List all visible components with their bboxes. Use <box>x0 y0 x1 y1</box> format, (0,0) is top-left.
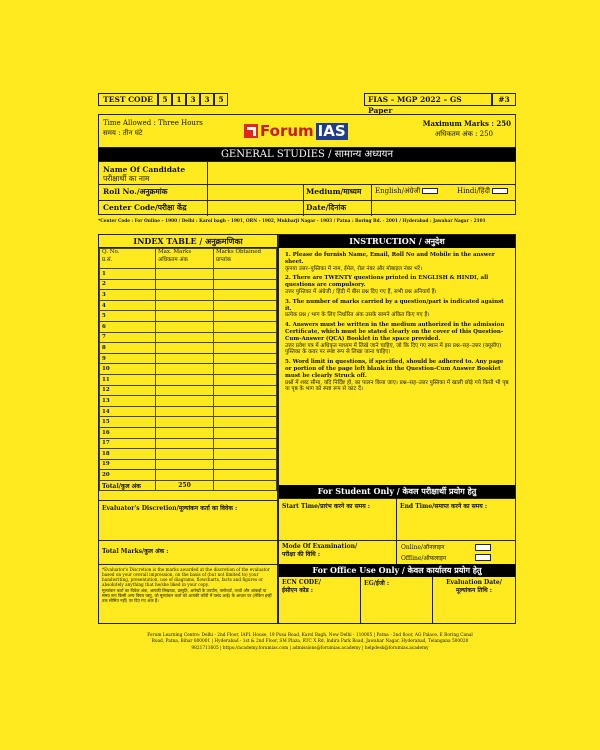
mode-of-exam-label: Mode Of Examination/ <box>282 543 358 550</box>
time-allowed: Time Allowed : Three Hours <box>103 119 203 127</box>
test-code-digit: 3 <box>186 93 200 106</box>
mode-of-exam-hindi: परीक्षा की विधि : <box>282 551 321 558</box>
max-cell[interactable] <box>156 438 214 449</box>
table-row <box>100 427 277 438</box>
table-row <box>100 417 277 428</box>
q-no: 3 <box>100 290 156 301</box>
max-cell[interactable] <box>156 459 214 470</box>
mode-of-exam-box <box>279 540 397 564</box>
exam-header <box>98 114 516 148</box>
index-table-title: INDEX TABLE / अनुक्रमणिका <box>99 235 277 248</box>
footer-line-1: Forum Learning Centre: Delhi - 2nd Floor, IAPL House, 19 Pusa Road, Karol Bagh, New Delhi - 110005 | Patna - 2nd floor, AG Palace, E Boring Canal <box>147 633 473 638</box>
max-cell[interactable] <box>156 343 214 354</box>
hindi-checkbox[interactable] <box>492 188 508 194</box>
table-row <box>100 290 277 301</box>
forumias-logo <box>244 122 348 140</box>
instruction-4-hindi: उत्तर प्रवेश पत्र में अधिकृत माध्यम में लिखे जाने चाहिए, जो कि दिए गए स्थान में इस प्रश्न–सह–उत्तर (क्यूसीए) पुस्तिका के कवर पर स्पष्ट रूप से लिखा जाना चाहिए। <box>285 342 502 356</box>
english-label: English/अंग्रेजी <box>375 187 421 195</box>
start-time-label: Start Time/प्रारंभ करने का समय : <box>282 503 371 510</box>
evaluation-date-hindi: मूल्यांकन तिथि : <box>455 587 493 594</box>
instruction-title: INSTRUCTION / अनुदेश <box>279 235 515 248</box>
obtained-cell[interactable] <box>214 269 277 280</box>
table-row <box>100 343 277 354</box>
obtained-cell[interactable] <box>214 364 277 375</box>
max-cell[interactable] <box>156 321 214 332</box>
office-section-title: For Office Use Only / केवल कार्यालय प्रयोग हेतु <box>279 564 515 577</box>
ecn-code-hindi: ईसीएन कोड : <box>282 587 313 594</box>
q-no: 18 <box>100 449 156 460</box>
paper-number: #3 <box>492 93 516 106</box>
candidate-name-hindi: परीक्षार्थी का नाम <box>103 174 150 183</box>
total-obtained-cell[interactable] <box>214 480 277 491</box>
table-row <box>100 406 277 417</box>
obtained-cell[interactable] <box>214 427 277 438</box>
q-no: 1 <box>100 269 156 280</box>
offline-option[interactable] <box>401 554 446 562</box>
col-marks-obtained-hindi: प्राप्तांक <box>216 257 232 263</box>
obtained-cell[interactable] <box>214 417 277 428</box>
obtained-cell[interactable] <box>214 343 277 354</box>
test-code-digit: 1 <box>172 93 186 106</box>
right-panel <box>278 234 516 624</box>
q-no: 8 <box>100 343 156 354</box>
max-cell[interactable] <box>156 406 214 417</box>
eg-label: EG/ईजी : <box>364 580 390 587</box>
obtained-cell[interactable] <box>214 470 277 481</box>
max-cell[interactable] <box>156 427 214 438</box>
general-studies-title: GENERAL STUDIES / सामान्य अध्ययन <box>98 148 516 161</box>
q-no: 9 <box>100 353 156 364</box>
instruction-2-hindi: उत्तर पुस्तिका में अंग्रेजी / हिंदी में बीस प्रश्न दिए गए हैं, सभी प्रश्न अनिवार्य हैं। <box>285 288 437 295</box>
table-row <box>100 321 277 332</box>
col-q-no: Q. No. <box>102 249 120 255</box>
candidate-name-field[interactable] <box>207 164 513 182</box>
q-no: 20 <box>100 470 156 481</box>
footer-line-2: Road, Patna, Bihar 800001 | Hyderabad - 1st & 2nd Floor, SM Plaza, RTC X Rd, Indira Park Road, Jawahar Nagar, Hyderabad, Telangana 500020 <box>151 639 469 645</box>
roll-no-label: Roll No./अनुक्रमांक <box>103 187 168 196</box>
table-row <box>100 300 277 311</box>
online-label: Online/ऑनलाइन <box>401 544 445 551</box>
test-code-digit: 3 <box>200 93 214 106</box>
test-code-digit: 5 <box>214 93 228 106</box>
start-time-box[interactable] <box>279 498 397 540</box>
student-section-title: For Student Only / केवल परीक्षार्थी प्रयोग हेतु <box>279 485 515 498</box>
instruction-3-hindi: प्रत्येक प्रश्न / भाग के लिए निर्धारित अंक उसके सामने अंकित किए गए हैं। <box>285 312 430 319</box>
table-row <box>100 269 277 280</box>
obtained-cell[interactable] <box>214 438 277 449</box>
table-row <box>100 311 277 322</box>
index-table <box>99 248 277 491</box>
center-code-label: Center Code/परीक्षा केंद्र <box>103 203 187 212</box>
evaluator-note-en: *Evaluator's Discretion is the marks awarded at the discretion of the evaluator based on your overall impression, on the basis of (but not limited to) your handwriting, presentation, use of diagrams, flowcharts, facts and figures or absolutely anything that he/she liked in your copy. <box>102 567 270 587</box>
offline-checkbox[interactable] <box>475 554 491 561</box>
table-row <box>100 364 277 375</box>
offline-label: Offline/ऑफलाइन <box>401 555 447 562</box>
max-cell[interactable] <box>156 374 214 385</box>
time-allowed-hindi: समय : तीन घंटे <box>103 129 143 137</box>
total-max-marks: 250 <box>156 480 214 491</box>
ecn-code-label: ECN CODE/ <box>282 579 321 586</box>
paper-row <box>364 93 516 115</box>
max-cell[interactable] <box>156 300 214 311</box>
q-no: 14 <box>100 406 156 417</box>
english-checkbox[interactable] <box>422 188 438 194</box>
online-checkbox[interactable] <box>475 544 491 551</box>
evaluator-note <box>99 564 277 623</box>
evaluation-date-label: Evaluation Date/ <box>446 579 502 586</box>
online-option[interactable] <box>401 543 444 551</box>
evaluation-date-box[interactable] <box>433 577 515 623</box>
q-no: 5 <box>100 311 156 322</box>
q-no: 16 <box>100 427 156 438</box>
obtained-cell[interactable] <box>214 374 277 385</box>
table-row <box>100 438 277 449</box>
mode-options <box>397 540 515 564</box>
test-code-row <box>98 93 228 106</box>
obtained-cell[interactable] <box>214 311 277 322</box>
q-no: 6 <box>100 321 156 332</box>
medium-hindi[interactable] <box>457 187 508 196</box>
q-no: 2 <box>100 279 156 290</box>
obtained-cell[interactable] <box>214 385 277 396</box>
forumias-arrow-icon <box>244 124 258 138</box>
max-cell[interactable] <box>156 353 214 364</box>
obtained-cell[interactable] <box>214 406 277 417</box>
q-no: 17 <box>100 438 156 449</box>
total-marks-box[interactable] <box>99 540 277 564</box>
end-time-box[interactable] <box>397 498 515 540</box>
q-no: 19 <box>100 459 156 470</box>
test-code-digit: 5 <box>158 93 172 106</box>
ecn-code-box[interactable] <box>279 577 361 623</box>
obtained-cell[interactable] <box>214 290 277 301</box>
max-cell[interactable] <box>156 311 214 322</box>
logo-ias-text: IAS <box>317 121 346 140</box>
max-cell[interactable] <box>156 396 214 407</box>
max-cell[interactable] <box>156 269 214 280</box>
obtained-cell[interactable] <box>214 353 277 364</box>
max-cell[interactable] <box>156 449 214 460</box>
footer-line-3[interactable]: 9821711605 | https://academy.forumias.com | admissions@forumias.academy | helpdesk@forumias.academy <box>191 645 429 651</box>
q-no: 10 <box>100 364 156 375</box>
col-max-marks-hindi: अधिकतम अंक <box>158 257 188 263</box>
instruction-4: 4. Answers must be written in the medium authorized in the admission Certificate, which must be stated clearly on the cover of this Question-Cum-Answer (QCA) Booklet in the space provided. <box>285 322 505 342</box>
hindi-label: Hindi/हिंदी <box>457 187 490 195</box>
instruction-3: 3. The number of marks carried by a question/part is indicated against it. <box>285 298 504 312</box>
center-code-field[interactable] <box>209 202 301 214</box>
candidate-name-label: Name Of Candidate <box>103 165 186 174</box>
max-cell[interactable] <box>156 332 214 343</box>
instruction-5-hindi: प्रश्नों में शब्द सीमा, यदि निर्दिष्ट हो, का पालन किया जाए। प्रश्न–सह–उत्तर पुस्तिका में खाली छोड़े गये किसी भी पृष्ठ या पृष्ठ के भाग को स्पष्ट रूप से काट दें। <box>285 379 509 393</box>
q-no: 4 <box>100 300 156 311</box>
q-no: 12 <box>100 385 156 396</box>
maximum-marks-hindi: अधिकतम अंक : 250 <box>434 130 493 138</box>
q-no: 13 <box>100 396 156 407</box>
table-row <box>100 470 277 481</box>
table-row <box>100 385 277 396</box>
col-marks-obtained: Marks Obtained <box>216 249 262 255</box>
instruction-list <box>279 248 515 393</box>
instruction-1: 1. Please do furnish Name, Email, Roll No and Mobile in the answer sheet. <box>285 252 495 265</box>
candidate-form <box>98 161 516 215</box>
instruction-2: 2. There are TWENTY questions printed in ENGLISH & HINDI, all questions are compulsory. <box>285 275 489 289</box>
date-label: Date/दिनांक <box>306 203 347 212</box>
medium-english[interactable] <box>375 187 438 196</box>
paper-title: FIAS – MGP 2022 – GS Paper <box>364 93 492 106</box>
instruction-1-hindi: कृपया उत्तर–पुस्तिका में नाम, ईमेल, रोल नंबर और मोबाइल नंबर भरें। <box>285 265 423 272</box>
obtained-cell[interactable] <box>214 321 277 332</box>
table-row <box>100 279 277 290</box>
max-cell[interactable] <box>156 279 214 290</box>
max-cell[interactable] <box>156 290 214 301</box>
obtained-cell[interactable] <box>214 396 277 407</box>
left-panel <box>98 234 278 624</box>
date-field[interactable] <box>373 202 513 214</box>
max-cell[interactable] <box>156 364 214 375</box>
table-row <box>100 449 277 460</box>
eg-box[interactable] <box>361 577 433 623</box>
obtained-cell[interactable] <box>214 449 277 460</box>
table-row <box>100 332 277 343</box>
medium-label: Medium/माध्यम <box>306 187 362 196</box>
table-row <box>100 374 277 385</box>
center-codes-note: *Center Code : For Online – 1900 / Delhi : Karol bagh – 1901, ORN - 1902, Mukharji Nagar - 1903 / Patna : Boring Rd. - 2001 / Hyderabad : Jawahar Nagar - 2101 <box>98 219 486 224</box>
max-cell[interactable] <box>156 417 214 428</box>
col-max-marks: Max. Marks <box>158 249 192 255</box>
table-row <box>100 459 277 470</box>
instruction-5: 5. Word limit in questions, if specified, should be adhered to. Any page or portion of the page left blank in the Question-Cum Answer Booklet must be clearly Struck off. <box>285 359 504 379</box>
end-time-label: End Time/समाप्त करने का समय : <box>400 503 488 510</box>
footer-address <box>110 633 510 652</box>
total-row <box>100 480 277 491</box>
max-cell[interactable] <box>156 385 214 396</box>
q-no: 15 <box>100 417 156 428</box>
table-row <box>100 353 277 364</box>
table-row <box>100 396 277 407</box>
evaluator-discretion-box[interactable] <box>99 500 277 540</box>
obtained-cell[interactable] <box>214 459 277 470</box>
q-no: 7 <box>100 332 156 343</box>
test-code-label: TEST CODE <box>98 93 158 106</box>
evaluator-note-hi: मूल्यांकन कर्ता का विवेक अंक, आपकी लिखावट, प्रस्तुति, आरेखों के उपयोग, फ्लोचार्ट, तथ्यों और आंकड़ों या समग्र रूप किसी अन्य विषय वस्तु, जो मूल्यांकन कर्ता को आपकी कॉपी में पसंद आई) के आधार पर (लेकिन इन्हीं तक सीमित नहीं) पर दिए गए अंक हैं। <box>102 588 272 603</box>
total-label: Total/कुल अंक <box>100 480 156 491</box>
obtained-cell[interactable] <box>214 279 277 290</box>
col-q-no-hindi: प्र.सं. <box>102 257 113 263</box>
max-cell[interactable] <box>156 470 214 481</box>
total-marks-label: Total Marks/कुल अंक : <box>102 548 169 555</box>
q-no: 11 <box>100 374 156 385</box>
maximum-marks: Maximum Marks : 250 <box>422 119 511 128</box>
evaluator-discretion-label: Evaluator's Discretion/मूल्यांकन कर्ता का विवेक : <box>102 505 238 512</box>
roll-no-field[interactable] <box>209 186 301 198</box>
obtained-cell[interactable] <box>214 332 277 343</box>
obtained-cell[interactable] <box>214 300 277 311</box>
logo-forum-text: Forum <box>260 122 314 140</box>
